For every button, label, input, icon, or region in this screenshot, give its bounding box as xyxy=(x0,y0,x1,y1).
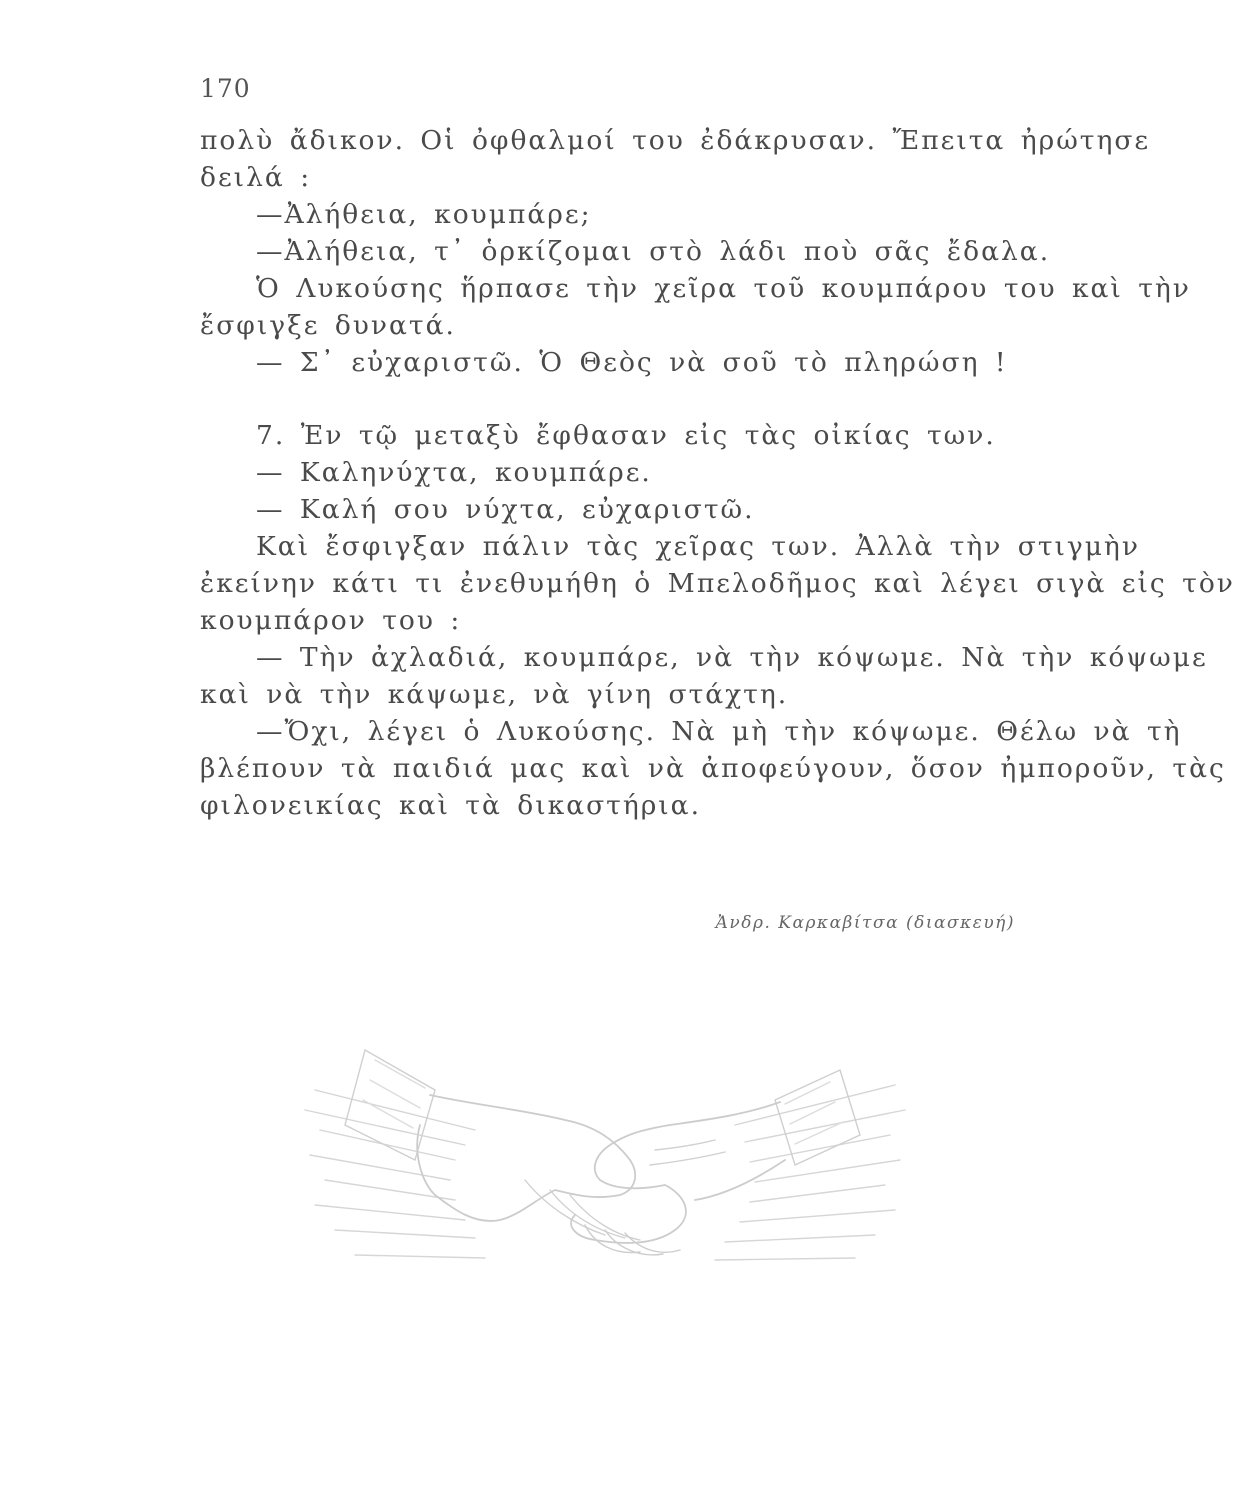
hatching-lines-right xyxy=(715,1085,905,1260)
text-line: —Ἀλήθεια, κουμπάρε; xyxy=(256,199,592,230)
text-line: καὶ νὰ τὴν κάψωμε, νὰ γίνη στάχτη. xyxy=(200,679,789,710)
text-line: —Ὄχι, λέγει ὁ Λυκούσης. Νὰ μὴ τὴν κόψωμε. Θέλω νὰ τὴ xyxy=(256,716,1182,747)
text-line: Καὶ ἔσφιγξαν πάλιν τὰς χεῖρας των. Ἀλλὰ τὴν στιγμὴν xyxy=(256,531,1140,562)
text-line: — Καληνύχτα, κουμπάρε. xyxy=(256,457,652,488)
text-line: 7. Ἐν τῷ μεταξὺ ἔφθασαν εἰς τὰς οἰκίας των. xyxy=(256,420,996,451)
handshake-illustration xyxy=(295,1030,915,1300)
left-sleeve xyxy=(345,1050,435,1160)
text-line: ἔσφιγξε δυνατά. xyxy=(200,310,456,341)
right-hand xyxy=(571,1102,785,1243)
text-line: — Καλή σου νύχτα, εὐχαριστῶ. xyxy=(256,494,755,525)
hatching-lines-left xyxy=(305,1090,485,1258)
attribution: Ἀνδρ. Καρκαβίτσα (διασκευή) xyxy=(715,913,1015,933)
text-line: Ὁ Λυκούσης ἥρπασε τὴν χεῖρα τοῦ κουμπάρου του καὶ τὴν xyxy=(256,273,1191,304)
text-line: — Σ᾽ εὐχαριστῶ. Ὁ Θεὸς νὰ σοῦ τὸ πληρώση ! xyxy=(256,347,1008,378)
text-line: βλέπουν τὰ παιδιά μας καὶ νὰ ἀποφεύγουν, ὅσον ἠμποροῦν, τὰς xyxy=(200,753,1226,784)
text-line: ἐκείνην κάτι τι ἐνεθυμήθη ὁ Μπελοδῆμος καὶ λέγει σιγὰ εἰς τὸν xyxy=(200,568,1235,599)
left-hand xyxy=(417,1095,635,1221)
text-line: πολὺ ἄδικον. Οἱ ὀφθαλμοί του ἐδάκρυσαν. Ἔπειτα ἠρώτησε xyxy=(200,125,1151,156)
text-line: κουμπάρον του : xyxy=(200,605,462,636)
text-line: —Ἀλήθεια, τ᾽ ὁρκίζομαι στὸ λάδι ποὺ σᾶς ἔδαλα. xyxy=(256,236,1051,267)
text-block xyxy=(200,122,1235,824)
page-number: 170 xyxy=(200,74,251,103)
text-line: φιλονεικίας καὶ τὰ δικαστήρια. xyxy=(200,790,702,821)
text-line: — Τὴν ἀχλαδιά, κουμπάρε, νὰ τὴν κόψωμε. Νὰ τὴν κόψωμε xyxy=(256,642,1208,673)
paragraph-gap xyxy=(200,381,1012,417)
right-sleeve xyxy=(775,1070,860,1165)
text-line: δειλά : xyxy=(200,162,312,193)
